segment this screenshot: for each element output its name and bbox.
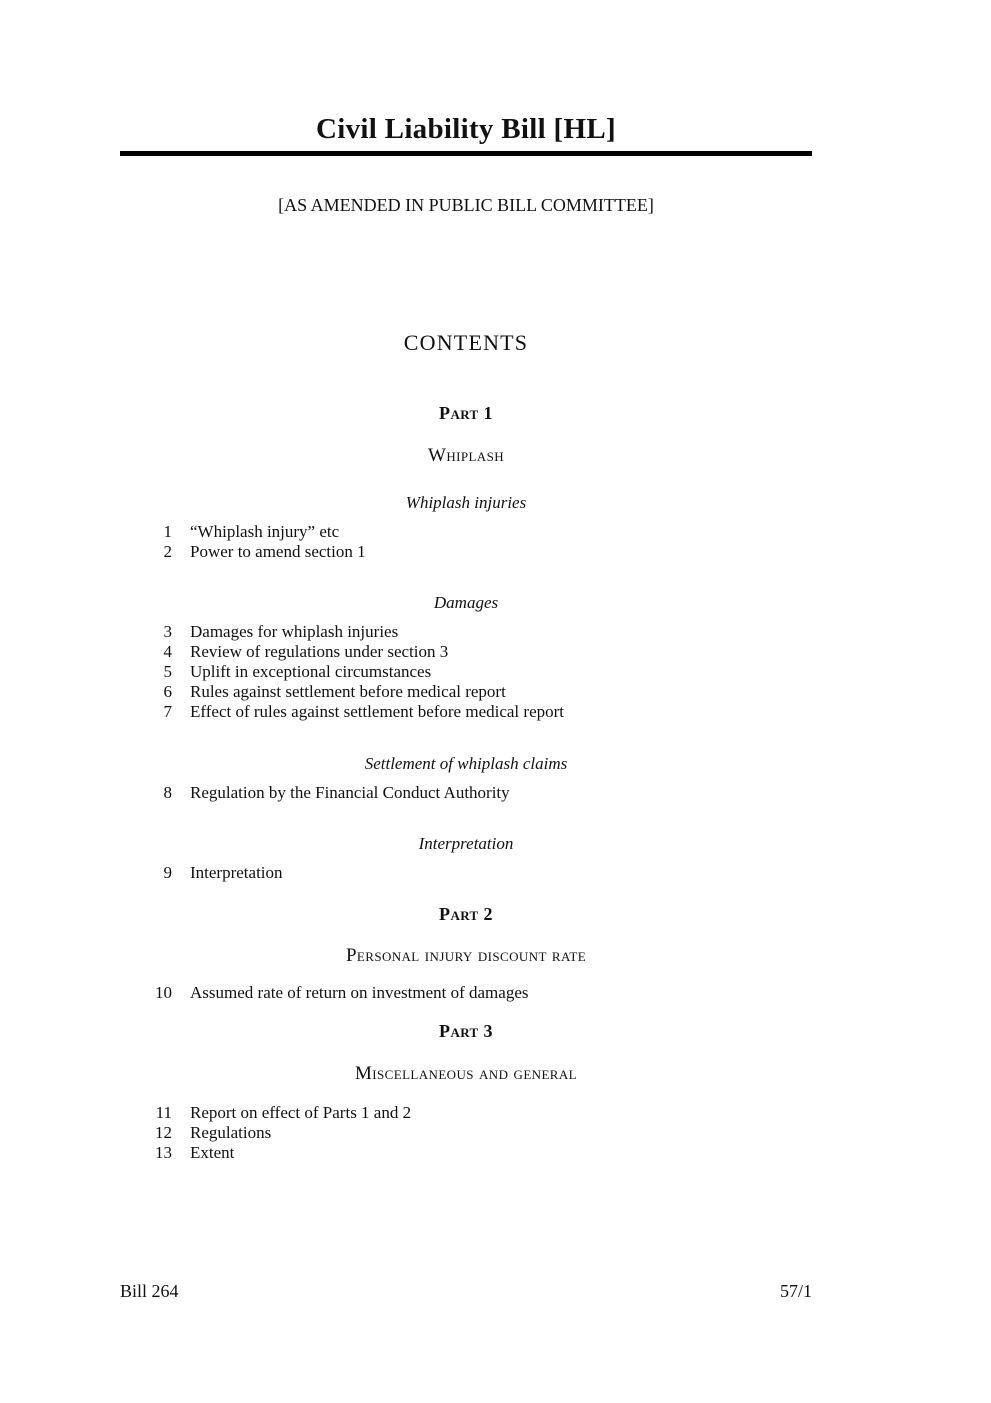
part-3-name: Miscellaneous and general [355, 1063, 577, 1084]
toc-item [120, 702, 812, 722]
toc-item [120, 622, 812, 642]
toc-item [120, 682, 812, 702]
toc-item-number: 2 [163, 542, 172, 561]
toc-item-title: Regulation by the Financial Conduct Authority [190, 783, 510, 802]
part-3-label: Part 3 [439, 1021, 493, 1041]
title-double-rule [120, 151, 812, 156]
toc-group [120, 1103, 812, 1163]
toc-item-number: 9 [163, 863, 172, 882]
toc-group [120, 783, 812, 803]
group-heading-damages: Damages [433, 593, 499, 612]
toc-item-title: “Whiplash injury” etc [190, 522, 340, 541]
amendment-subtitle: [AS AMENDED IN PUBLIC BILL COMMITTEE] [278, 195, 654, 215]
part-2-label: Part 2 [439, 904, 493, 924]
toc-item-number: 4 [163, 642, 172, 661]
toc-item-title: Assumed rate of return on investment of damages [190, 983, 529, 1002]
toc-item-title: Uplift in exceptional circumstances [190, 662, 432, 681]
toc-item-number: 3 [163, 622, 172, 641]
toc-item-number: 6 [163, 682, 172, 701]
group-heading-whiplash-injuries: Whiplash injuries [405, 493, 527, 512]
group-heading-interpretation: Interpretation [418, 834, 514, 853]
toc-item-title: Effect of rules against settlement before medical report [190, 702, 564, 721]
group-heading-settlement: Settlement of whiplash claims [364, 754, 568, 773]
session-number: 57/1 [779, 1281, 812, 1301]
page-title: Civil Liability Bill [HL] [316, 113, 616, 145]
part-1-name: Whiplash [427, 445, 505, 466]
toc-item-number: 1 [163, 522, 172, 541]
part-1-label: Part 1 [439, 403, 493, 423]
part-2-name: Personal injury discount rate [345, 945, 587, 966]
toc-item-number: 5 [163, 662, 172, 681]
toc-item-number: 8 [163, 783, 172, 802]
toc-item [120, 662, 812, 682]
toc-group [120, 983, 812, 1003]
toc-item-title: Report on effect of Parts 1 and 2 [190, 1103, 412, 1122]
toc-item [120, 522, 812, 542]
toc-item-number: 12 [155, 1123, 172, 1142]
toc-item [120, 642, 812, 662]
toc-item-title: Power to amend section 1 [190, 542, 366, 561]
toc-group [120, 622, 812, 722]
toc-item-title: Rules against settlement before medical report [190, 682, 506, 701]
toc-item-number: 10 [155, 983, 172, 1002]
toc-item-title: Interpretation [190, 863, 283, 882]
toc-item [120, 863, 812, 883]
page-footer [120, 1280, 812, 1302]
toc-item [120, 542, 812, 562]
toc-item [120, 1103, 812, 1123]
toc-item-title: Regulations [190, 1123, 272, 1142]
toc-item-number: 13 [155, 1143, 172, 1162]
toc-item [120, 1143, 812, 1163]
toc-item [120, 983, 812, 1003]
toc-group [120, 522, 812, 562]
toc-item-title: Extent [190, 1143, 235, 1162]
toc-item [120, 1123, 812, 1143]
toc-item [120, 783, 812, 803]
toc-item-number: 11 [155, 1103, 172, 1122]
contents-heading: CONTENTS [403, 330, 529, 355]
toc-item-title: Review of regulations under section 3 [190, 642, 449, 661]
toc-group [120, 863, 812, 883]
toc-item-number: 7 [163, 702, 172, 721]
toc-item-title: Damages for whiplash injuries [190, 622, 399, 641]
bill-number: Bill 264 [120, 1281, 179, 1301]
